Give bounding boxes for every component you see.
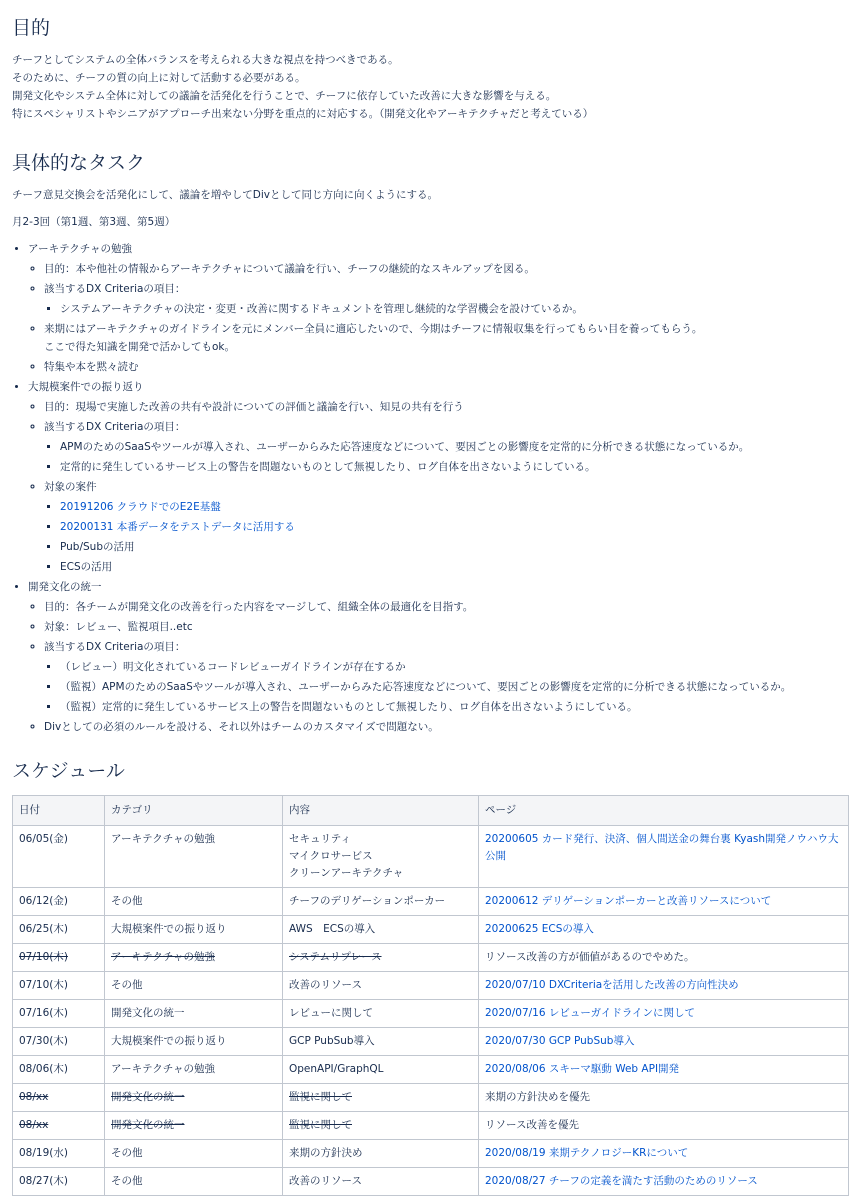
schedule-heading: スケジュール bbox=[12, 760, 125, 782]
content-line: AWS ECSの導入 bbox=[289, 923, 376, 935]
cell-category-text: アーキテクチャの勉強 bbox=[111, 1063, 215, 1075]
task-subitem bbox=[44, 260, 848, 278]
page-link[interactable]: 20200605 カード発行、決済、個人間送金の舞台裏 Kyash開発ノウハウ大公開 bbox=[485, 833, 839, 862]
cell-category-text: アーキテクチャの勉強 bbox=[111, 833, 215, 845]
table-row bbox=[13, 826, 849, 888]
page-link[interactable]: 2020/08/19 来期テクノロジーKRについて bbox=[485, 1147, 689, 1159]
cell-category bbox=[105, 826, 283, 888]
cell-page bbox=[479, 1000, 849, 1028]
subitem-text: 目的：本や他社の情報からアーキテクチャについて議論を行い、チーフの継続的なスキルアップを図る。 bbox=[44, 263, 535, 275]
table-row bbox=[13, 916, 849, 944]
table-row bbox=[13, 1168, 849, 1196]
cell-date-text: 07/16(木) bbox=[19, 1007, 68, 1019]
page-note: 来期の方針決めを優先 bbox=[485, 1091, 590, 1103]
cell-content bbox=[283, 888, 479, 916]
content-line: 来期の方針決め bbox=[289, 1147, 363, 1159]
page-note: リソース改善を優先 bbox=[485, 1119, 579, 1131]
column-header-category[interactable]: カテゴリ bbox=[105, 796, 283, 826]
criteria-item: ▪ （監視）定常的に発生しているサービス上の警告を問題ないものとして無視したり、ログ自体を出さないようにしている。 bbox=[60, 698, 848, 716]
content-line: マイクロサービス bbox=[289, 850, 373, 862]
content-line: セキュリティ bbox=[289, 833, 351, 845]
cell-page bbox=[479, 972, 849, 1000]
cell-page bbox=[479, 1140, 849, 1168]
table-row bbox=[13, 1084, 849, 1112]
purpose-line: チーフとしてシステムの全体バランスを考えられる大きな視点を持つべきである。 bbox=[12, 54, 399, 66]
cell-content bbox=[283, 1056, 479, 1084]
cell-date bbox=[13, 916, 105, 944]
content-line: 監視に関して bbox=[289, 1119, 352, 1131]
table-row bbox=[13, 972, 849, 1000]
cell-page bbox=[479, 1056, 849, 1084]
task-label: アーキテクチャの勉強 bbox=[28, 243, 132, 255]
criteria-list bbox=[44, 300, 848, 318]
purpose-line: そのために、チーフの質の向上に対して活動する必要がある。 bbox=[12, 72, 306, 84]
project-item: ▪ ECSの活用 bbox=[60, 558, 848, 576]
cell-category bbox=[105, 1028, 283, 1056]
cell-content bbox=[283, 972, 479, 1000]
cell-date bbox=[13, 1056, 105, 1084]
cell-page bbox=[479, 1084, 849, 1112]
task-subitem bbox=[44, 398, 848, 416]
cell-date-text: 08/06(木) bbox=[19, 1063, 68, 1075]
task-sublist bbox=[28, 598, 848, 736]
criteria-item: ▪ （監視）APMのためのSaaSやツールが導入され、ユーザーからみた応答速度などについて、要因ごとの影響度を定常的に分析できる状態になっているか。 bbox=[60, 678, 848, 696]
schedule-table-body bbox=[13, 826, 849, 1196]
content-line: レビューに関して bbox=[289, 1007, 373, 1019]
task-subitem bbox=[44, 320, 848, 356]
cell-date bbox=[13, 888, 105, 916]
cell-category-text: アーキテクチャの勉強 bbox=[111, 951, 215, 963]
cell-date-text: 08/xx bbox=[19, 1119, 49, 1131]
cell-date-text: 06/25(木) bbox=[19, 923, 68, 935]
column-header-date[interactable]: 日付 bbox=[13, 796, 105, 826]
cell-page bbox=[479, 1168, 849, 1196]
cell-date bbox=[13, 1000, 105, 1028]
cell-category-text: その他 bbox=[111, 1175, 143, 1187]
cell-category-text: 大規模案件での振り返り bbox=[111, 1035, 227, 1047]
content-line: システムリプレース bbox=[289, 951, 382, 963]
subitem-text: 特集や本を黙々読む bbox=[44, 361, 139, 373]
cell-date-text: 07/10(木) bbox=[19, 979, 68, 991]
task-item bbox=[28, 578, 848, 736]
cell-date bbox=[13, 1028, 105, 1056]
cell-date bbox=[13, 972, 105, 1000]
project-item: ▪ Pub/Subの活用 bbox=[60, 538, 848, 556]
cell-content bbox=[283, 826, 479, 888]
task-subitem bbox=[44, 598, 848, 616]
subitem-text: 対象：レビュー、監視項目..etc bbox=[44, 621, 193, 633]
column-header-page[interactable]: ページ bbox=[479, 796, 849, 826]
cell-page bbox=[479, 916, 849, 944]
content-line: GCP PubSub導入 bbox=[289, 1035, 375, 1047]
cell-content bbox=[283, 1140, 479, 1168]
cell-content bbox=[283, 916, 479, 944]
cell-date bbox=[13, 1140, 105, 1168]
task-sublist bbox=[28, 398, 848, 576]
table-row bbox=[13, 888, 849, 916]
cell-date-text: 07/30(木) bbox=[19, 1035, 68, 1047]
page-link[interactable]: 2020/08/06 スキーマ駆動 Web API開発 bbox=[485, 1063, 680, 1075]
page-link[interactable]: 20200625 ECSの導入 bbox=[485, 923, 594, 935]
cell-content bbox=[283, 944, 479, 972]
content-line: 改善のリソース bbox=[289, 979, 362, 991]
cell-category bbox=[105, 1112, 283, 1140]
cell-content bbox=[283, 1168, 479, 1196]
content-line: OpenAPI/GraphQL bbox=[289, 1063, 384, 1075]
cell-category bbox=[105, 1084, 283, 1112]
table-row bbox=[13, 1056, 849, 1084]
table-row bbox=[13, 1112, 849, 1140]
cell-content bbox=[283, 1000, 479, 1028]
cell-date-text: 07/10(木) bbox=[19, 951, 68, 963]
subitem-text: 該当するDX Criteriaの項目： bbox=[44, 421, 186, 433]
project-item bbox=[60, 498, 848, 516]
tasks-heading: 具体的なタスク bbox=[12, 152, 146, 174]
purpose-heading: 目的 bbox=[12, 17, 51, 39]
page-link[interactable]: 2020/08/27 チーフの定義を満たす活動のためのリソース bbox=[485, 1175, 758, 1187]
task-sublist bbox=[28, 260, 848, 376]
task-subitem bbox=[44, 618, 848, 636]
cell-category-text: 開発文化の統一 bbox=[111, 1119, 185, 1131]
cell-category bbox=[105, 944, 283, 972]
cell-page bbox=[479, 944, 849, 972]
subitem-text: 目的：現場で実施した改善の共有や設計についての評価と議論を行い、知見の共有を行う bbox=[44, 401, 464, 413]
purpose-line: 特にスペシャリストやシニアがアプローチ出来ない分野を重点的に対応する。（開発文化やアーキテクチャだと考えている） bbox=[12, 108, 594, 120]
page-note: リソース改善の方が価値があるのでやめた。 bbox=[485, 951, 695, 963]
cell-category bbox=[105, 972, 283, 1000]
purpose-text bbox=[12, 51, 848, 123]
content-line: 改善のリソース bbox=[289, 1175, 362, 1187]
cell-content bbox=[283, 1028, 479, 1056]
task-subitem bbox=[44, 280, 848, 318]
subitem-text-continued: ここで得た知識を開発で活かしてもok。 bbox=[44, 341, 236, 353]
page-link[interactable]: 2020/07/30 GCP PubSub導入 bbox=[485, 1035, 635, 1047]
project-link[interactable]: 20200131 本番データをテストデータに活用する bbox=[60, 521, 295, 533]
task-subitem bbox=[44, 718, 848, 736]
task-item bbox=[28, 378, 848, 576]
subitem-text: 対象の案件 bbox=[44, 481, 97, 493]
table-row bbox=[13, 944, 849, 972]
cell-page bbox=[479, 826, 849, 888]
content-line: 監視に関して bbox=[289, 1091, 352, 1103]
cell-category bbox=[105, 1168, 283, 1196]
cell-date bbox=[13, 1112, 105, 1140]
project-link[interactable]: 20191206 クラウドでのE2E基盤 bbox=[60, 501, 221, 513]
subitem-text: 目的：各チームが開発文化の改善を行った内容をマージして、組織全体の最適化を目指す。 bbox=[44, 601, 474, 613]
cell-date-text: 08/19(水) bbox=[19, 1147, 68, 1159]
task-label: 開発文化の統一 bbox=[28, 581, 102, 593]
table-header-row bbox=[13, 796, 849, 826]
cell-category-text: その他 bbox=[111, 895, 143, 907]
page-link[interactable]: 2020/07/10 DXCriteriaを活用した改善の方向性決め bbox=[485, 979, 739, 991]
cell-date-text: 08/27(木) bbox=[19, 1175, 68, 1187]
task-list bbox=[12, 240, 848, 736]
cell-category-text: 開発文化の統一 bbox=[111, 1007, 185, 1019]
cell-category-text: その他 bbox=[111, 1147, 143, 1159]
cell-category bbox=[105, 1140, 283, 1168]
task-subitem bbox=[44, 478, 848, 576]
criteria-list bbox=[44, 438, 848, 476]
subitem-text: 来期にはアーキテクチャのガイドラインを元にメンバー全員に適応したいので、今期はチーフに情報収集を行ってもらい目を養ってもらう。 bbox=[44, 323, 703, 335]
project-item bbox=[60, 518, 848, 536]
cell-category-text: 開発文化の統一 bbox=[111, 1091, 185, 1103]
cell-date bbox=[13, 944, 105, 972]
cell-category-text: その他 bbox=[111, 979, 143, 991]
cell-page bbox=[479, 888, 849, 916]
content-line: クリーンアーキテクチャ bbox=[289, 867, 404, 879]
table-row bbox=[13, 1028, 849, 1056]
page-link[interactable]: 2020/07/16 レビューガイドラインに関して bbox=[485, 1007, 696, 1019]
criteria-item: ▪ 定常的に発生しているサービス上の警告を問題ないものとして無視したり、ログ自体を出さないようにしている。 bbox=[60, 458, 848, 476]
cell-date-text: 06/05(金) bbox=[19, 833, 68, 845]
task-subitem bbox=[44, 418, 848, 476]
cell-date bbox=[13, 826, 105, 888]
cell-category bbox=[105, 1056, 283, 1084]
cell-date-text: 06/12(金) bbox=[19, 895, 68, 907]
task-item bbox=[28, 240, 848, 376]
criteria-item: ▪ APMのためのSaaSやツールが導入され、ユーザーからみた応答速度などについて、要因ごとの影響度を定常的に分析できる状態になっているか。 bbox=[60, 438, 848, 456]
cell-date bbox=[13, 1168, 105, 1196]
project-list bbox=[44, 498, 848, 576]
cell-page bbox=[479, 1112, 849, 1140]
schedule-table bbox=[12, 795, 849, 1196]
task-label: 大規模案件での振り返り bbox=[28, 381, 144, 393]
column-header-content[interactable]: 内容 bbox=[283, 796, 479, 826]
criteria-item: ▪ （レビュー）明文化されているコードレビューガイドラインが存在するか bbox=[60, 658, 848, 676]
cell-page bbox=[479, 1028, 849, 1056]
cell-content bbox=[283, 1112, 479, 1140]
page-link[interactable]: 20200612 デリゲーションポーカーと改善リソースについて bbox=[485, 895, 772, 907]
cell-content bbox=[283, 1084, 479, 1112]
cell-date bbox=[13, 1084, 105, 1112]
criteria-list bbox=[44, 658, 848, 716]
content-line: チーフのデリゲーションポーカー bbox=[289, 895, 446, 907]
cell-category bbox=[105, 888, 283, 916]
purpose-line: 開発文化やシステム全体に対しての議論を活発化を行うことで、チーフに依存していた改善に大きな影響を与える。 bbox=[12, 90, 557, 102]
cell-category bbox=[105, 1000, 283, 1028]
criteria-item: ▪ システムアーキテクチャの決定・変更・改善に関するドキュメントを管理し継続的な学習機会を設けているか。 bbox=[60, 300, 848, 318]
subitem-text: Divとしての必須のルールを設ける、それ以外はチームのカスタマイズで問題ない。 bbox=[44, 721, 439, 733]
cell-category-text: 大規模案件での振り返り bbox=[111, 923, 227, 935]
table-row bbox=[13, 1000, 849, 1028]
subitem-text: 該当するDX Criteriaの項目： bbox=[44, 283, 186, 295]
tasks-intro: チーフ意見交換会を活発化にして、議論を増やしてDivとして同じ方向に向くようにする。 bbox=[12, 189, 438, 201]
task-subitem bbox=[44, 638, 848, 716]
cell-category bbox=[105, 916, 283, 944]
cell-date-text: 08/xx bbox=[19, 1091, 49, 1103]
tasks-frequency: 月2-3回（第1週、第3週、第5週） bbox=[12, 216, 176, 228]
table-row bbox=[13, 1140, 849, 1168]
subitem-text: 該当するDX Criteriaの項目： bbox=[44, 641, 186, 653]
task-subitem bbox=[44, 358, 848, 376]
